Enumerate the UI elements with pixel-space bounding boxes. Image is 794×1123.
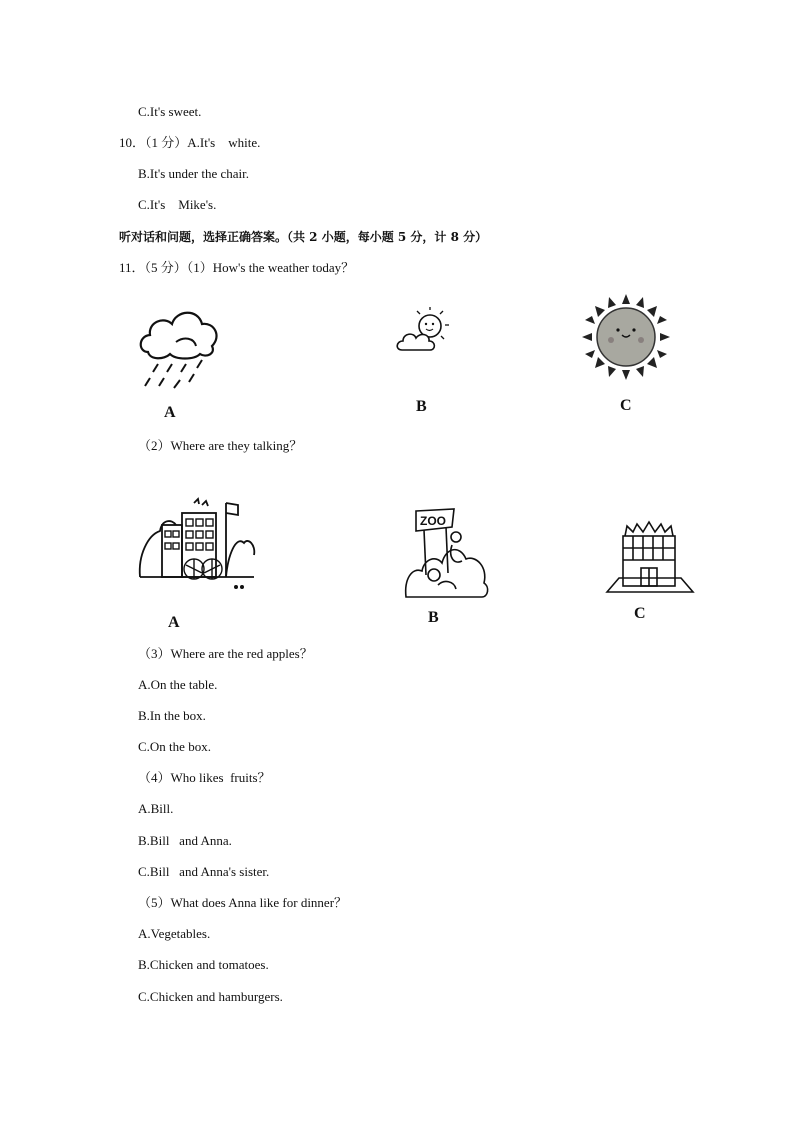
q10-stem: 10．（1 分）A.It's white. [119, 135, 261, 150]
q11-sub4-option-a: A.Bill. [138, 801, 174, 816]
sun-image [580, 292, 672, 382]
q11-sub4: （4）Who likes fruits？ [138, 770, 271, 785]
place-label-c: C [634, 605, 646, 622]
shop-building-image [605, 518, 695, 598]
q9-option-c: C.It's sweet. [138, 104, 202, 119]
q11-sub3: （3）Where are the red apples？ [138, 646, 313, 661]
q11-sub3-option-a: A.On the table. [138, 677, 218, 692]
sun-behind-cloud-image [394, 306, 454, 358]
zoo-image [396, 505, 492, 603]
q11-stem: 11．（5 分）（1）How's the weather today？ [119, 260, 355, 275]
school-image [136, 495, 258, 605]
q11-sub3-option-c: C.On the box. [138, 739, 211, 754]
weather-label-a: A [164, 404, 176, 421]
place-label-a: A [168, 614, 180, 631]
q11-sub4-option-b: B.Bill and Anna. [138, 833, 232, 848]
q11-sub5-option-a: A.Vegetables. [138, 926, 211, 941]
section-heading: 听对话和问题，选择正确答案。（共 2 小题，每小题 5 分，计 8 分） [119, 230, 488, 244]
weather-label-c: C [620, 397, 632, 414]
q11-sub3-option-b: B.In the box. [138, 708, 206, 723]
q11-sub5: （5）What does Anna like for dinner？ [138, 895, 348, 910]
q11-sub2: （2）Where are they talking？ [138, 438, 303, 453]
q11-sub5-option-c: C.Chicken and hamburgers. [138, 989, 283, 1004]
q10-option-c: C.It's Mike's. [138, 197, 217, 212]
rain-cloud-image [136, 302, 226, 392]
q10-option-b: B.It's under the chair. [138, 166, 250, 181]
zoo-sign-text: ZOO [420, 514, 446, 528]
weather-label-b: B [416, 398, 427, 415]
q11-sub4-option-c: C.Bill and Anna's sister. [138, 864, 270, 879]
place-label-b: B [428, 609, 439, 626]
q11-sub5-option-b: B.Chicken and tomatoes. [138, 957, 269, 972]
